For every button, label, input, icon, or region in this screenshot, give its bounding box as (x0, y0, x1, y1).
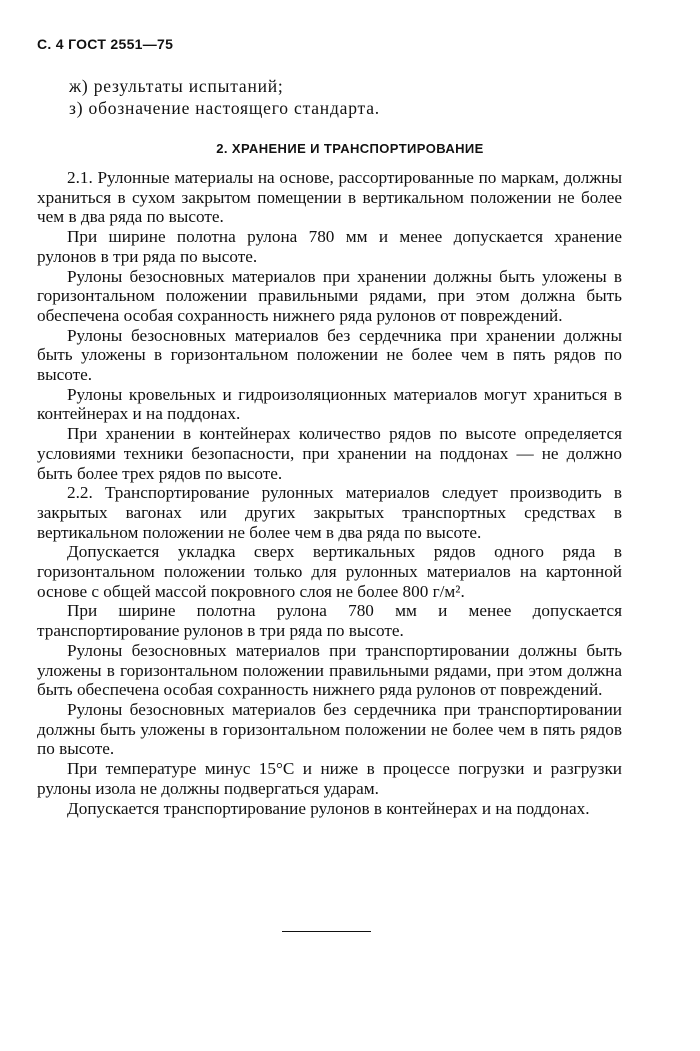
list-item: з) обозначение настоящего стандарта. (69, 98, 380, 118)
list-items (69, 75, 629, 119)
list-item: ж) результаты испытаний; (69, 76, 284, 96)
paragraph: Допускается транспортирование рулонов в контейнерах и на поддонах. (67, 798, 590, 818)
paragraph: Рулоны безосновных материалов без сердечника при транспортировании должны быть уложены в горизонтальном положении не более чем в пять рядов по высоте. (37, 699, 622, 759)
paragraph: При ширине полотна рулона 780 мм и менее допускается хранение рулонов в три ряда по высоте. (37, 227, 622, 266)
paragraph-2-2: 2.2. Транспортирование рулонных материалов следует производить в закрытых вагонах или других закрытых транспортных средствах в вертикальном положении не более чем в два ряда по высоте. (37, 483, 622, 542)
page-header: С. 4 ГОСТ 2551—75 (37, 36, 174, 52)
paragraph: При ширине полотна рулона 780 мм и менее допускается транспортирование рулонов в три ряда по высоте. (37, 601, 622, 641)
paragraph: Рулоны кровельных и гидроизоляционных материалов могут храниться в контейнерах и на поддонах. (37, 384, 622, 424)
section-title: 2. ХРАНЕНИЕ И ТРАНСПОРТИРОВАНИЕ (216, 141, 484, 156)
paragraph-2-1: 2.1. Рулонные материалы на основе, рассортированные по маркам, должны храниться в сухом закрытом помещении в вертикальном положении не более чем в два ряда по высоте. (37, 168, 622, 227)
paragraph: Рулоны безосновных материалов без сердечника при хранении должны быть уложены в горизонтальном положении не более чем в пять рядов по высоте. (37, 325, 622, 385)
paragraph: Допускается укладка сверх вертикальных рядов одного ряда в горизонтальном положении только для рулонных материалов на картонной основе с общей массой покровного слоя не более 800 г/м². (37, 542, 622, 601)
paragraph: При хранении в контейнерах количество рядов по высоте определяется условиями техники безопасности, при хранении на поддонах — не должно быть более трех рядов по высоте. (37, 424, 622, 483)
paragraph: Рулоны безосновных материалов при транспортировании должны быть уложены в горизонтальном положении правильными рядами, при этом должна быть обеспечена особая сохранность нижнего ряда рулонов от повреждений. (37, 640, 622, 700)
end-rule (282, 931, 371, 932)
body-text (37, 168, 622, 818)
paragraph: При температуре минус 15°С и ниже в процессе погрузки и разгрузки рулоны изола не должны подвергаться ударам. (37, 759, 622, 798)
paragraph: Рулоны безосновных материалов при хранении должны быть уложены в горизонтальном положении правильными рядами, при этом должна быть обеспечена особая сохранность нижнего ряда рулонов от повреждений. (37, 266, 622, 325)
